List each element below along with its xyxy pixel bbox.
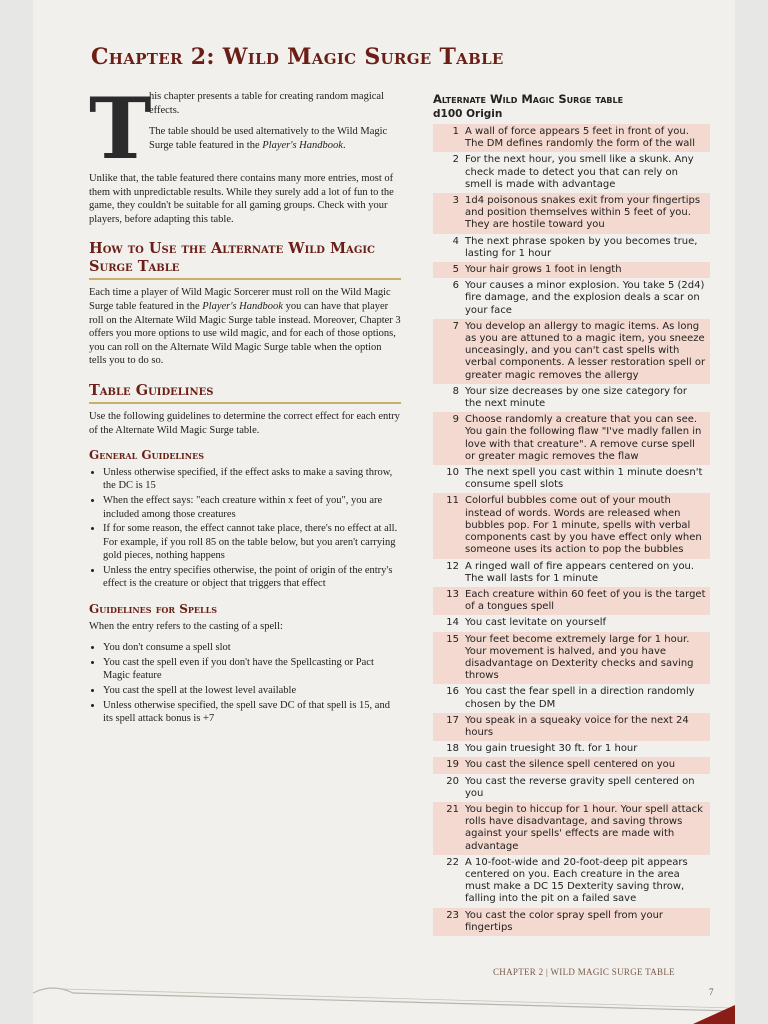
table-row (433, 262, 710, 278)
table-row (433, 632, 710, 685)
table-row (433, 741, 710, 757)
row-number: 10 (446, 467, 459, 479)
table-guidelines-heading: Table Guidelines (89, 382, 401, 404)
table-row (433, 319, 710, 384)
table-row (433, 234, 710, 262)
intro-paragraph-1: his chapter presents a table for creating random magical effects. (149, 91, 384, 116)
table-row (433, 493, 710, 558)
document-page (33, 0, 735, 1024)
list-item: • If for some reason, the effect cannot take place, there's no effect at all. For example, if you roll 85 on the table below, but you aren't carrying gold pieces, nothing happens (103, 522, 401, 563)
table-row (433, 684, 710, 712)
general-guidelines-heading: General Guidelines (89, 448, 204, 463)
row-text: Your hair grows 1 foot in length (465, 264, 622, 276)
row-number: 7 (452, 320, 459, 332)
how-to-paragraph: Each time a player of Wild Magic Sorcerer must roll on the Wild Magic Surge table featured in the Player's Handbook you can have that player roll on the Alternate Wild Magic Surge table instead. Moreover, Chapter 3 offers you more options to use wild magic, and for each of those options, you can roll on the Alternate Wild Magic Surge table when the option tells you to do so. (89, 287, 401, 367)
row-text: A wall of force appears 5 feet in front of you. The DM defines randomly the form of the wall (465, 126, 695, 150)
list-item: • Unless the entry specifies otherwise, the point of origin of the entry's effect is the creature or object that triggers that effect (103, 564, 401, 591)
guidelines-paragraph: Use the following guidelines to determine the correct effect for each entry of the Alternate Wild Magic Surge table. (89, 410, 400, 436)
table-row (433, 615, 710, 631)
table-row (433, 855, 710, 908)
row-number: 19 (446, 759, 459, 771)
row-number: 18 (446, 743, 459, 755)
row-number: 14 (446, 617, 459, 629)
row-number: 9 (452, 414, 459, 426)
table-title: Alternate Wild Magic Surge table (433, 92, 624, 106)
row-text: Choose randomly a creature that you can see. You gain the following flaw "I've madly fallen in love with that creature". A remove curse spell or greater magic removes the flaw (465, 414, 702, 462)
table-row (433, 774, 710, 802)
row-text: Your causes a minor explosion. You take 5 (2d4) fire damage, and the explosion deals a scar on your face (465, 280, 705, 316)
row-text: You cast the color spray spell from your fingertips (465, 909, 664, 933)
surge-table (433, 124, 710, 936)
list-item: • You cast the spell even if you don't have the Spellcasting or Pact Magic feature (103, 656, 401, 683)
list-item: • You cast the spell at the lowest level available (103, 684, 401, 698)
row-text: A 10-foot-wide and 20-foot-deep pit appears centered on you. Each creature in the area must make a DC 15 Dexterity saving throw, falling into the pit on a failed save (465, 856, 688, 905)
page-title: Chapter 2: Wild Magic Surge Table (91, 44, 504, 70)
row-number: 6 (452, 280, 459, 292)
row-text: Your feet become extremely large for 1 hour. Your movement is halved, and you have disadvantage on Dexterity checks and saving throws (465, 633, 694, 682)
general-guidelines-list (89, 466, 401, 591)
left-column (89, 79, 401, 727)
drop-cap: T (89, 79, 152, 178)
row-text: You cast the silence spell centered on you (465, 759, 676, 771)
list-item: • You don't consume a spell slot (103, 641, 401, 655)
row-text: You begin to hiccup for 1 hour. Your spell attack rolls have disadvantage, and saving throws against your spells' effects are made with advantage (465, 803, 703, 852)
row-text: Your size decreases by one size category for the next minute (465, 385, 687, 410)
row-number: 12 (446, 560, 459, 572)
intro-section (89, 79, 401, 226)
row-text: You cast levitate on yourself (465, 617, 607, 629)
row-number: 4 (452, 235, 459, 247)
row-text: You speak in a squeaky voice for the next 24 hours (465, 714, 689, 738)
row-text: Colorful bubbles come out of your mouth instead of words. Words are released when bubbles pop. For 1 minute, spells with verbal components cast by you have effect only when someone uses its action to pop the bubbles (465, 495, 702, 556)
how-to-heading: How to Use the Alternate Wild Magic Surge Table (89, 240, 401, 280)
table-row (433, 465, 710, 493)
table-row (433, 124, 710, 152)
row-text: You develop an allergy to magic items. As long as you are attuned to a magic item, you sneeze unceasingly, and you can't cast spells with verbal components. A lesser restoration spell or greater magic removes the allergy (465, 320, 706, 381)
row-number: 22 (446, 856, 459, 868)
row-text: 1d4 poisonous snakes exit from your fingertips and position themselves within 5 feet of you. They are hostile toward you (465, 195, 701, 231)
intro-paragraph-3: Unlike that, the table featured there contains many more entries, most of them with unpredictable results. While they surely add a lot of fun to the game, they couldn't be suitable for all gaming groups. Check with your players, before adapting this table. (89, 173, 394, 225)
right-column (433, 92, 710, 936)
row-number: 2 (452, 154, 459, 166)
table-row (433, 412, 710, 465)
table-row (433, 713, 710, 741)
row-text: The next spell you cast within 1 minute doesn't consume spell slots (465, 467, 703, 491)
row-number: 3 (452, 195, 459, 207)
row-number: 13 (446, 588, 459, 600)
table-row (433, 802, 710, 855)
row-number: 1 (452, 126, 459, 137)
row-number: 23 (446, 909, 459, 921)
row-text: Each creature within 60 feet of you is the target of a tongues spell (465, 588, 706, 613)
footer-chapter-label: CHAPTER 2 | WILD MAGIC SURGE TABLE (493, 967, 675, 977)
row-number: 21 (446, 803, 459, 815)
list-item: • Unless otherwise specified, if the effect asks to make a saving throw, the DC is 15 (103, 466, 401, 493)
row-text: For the next hour, you smell like a skunk. Any check made to detect you that can rely on smell is made with advantage (465, 154, 694, 190)
spells-guidelines-list (89, 641, 401, 726)
table-row (433, 587, 710, 615)
table-row (433, 757, 710, 773)
row-text: A ringed wall of fire appears centered on you. The wall lasts for 1 minute (465, 560, 695, 584)
row-number: 5 (452, 264, 459, 276)
row-number: 17 (446, 714, 459, 726)
intro-paragraph-2: The table should be used alternatively to the Wild Magic Surge table featured in the Player's Handbook. (149, 126, 388, 151)
table-row (433, 193, 710, 234)
row-number: 16 (446, 686, 459, 698)
list-item: • When the effect says: "each creature within x feet of you", you are included among those creatures (103, 494, 401, 521)
page-number: 7 (709, 987, 714, 997)
row-text: You cast the reverse gravity spell centered on you (465, 775, 695, 799)
table-row (433, 384, 710, 412)
table-row (433, 908, 710, 936)
footer-ornament (33, 975, 735, 1024)
table-column-header: d100 Origin (433, 108, 503, 120)
table-row (433, 278, 710, 319)
row-number: 20 (446, 775, 459, 787)
row-number: 15 (446, 633, 459, 645)
list-item: • Unless otherwise specified, the spell save DC of that spell is 15, and its spell attack bonus is +7 (103, 699, 401, 726)
row-text: You gain truesight 30 ft. for 1 hour (465, 743, 638, 755)
table-row (433, 152, 710, 193)
row-number: 8 (452, 385, 459, 397)
row-text: The next phrase spoken by you becomes true, lasting for 1 hour (465, 235, 698, 259)
row-text: You cast the fear spell in a direction randomly chosen by the DM (465, 686, 695, 710)
spells-guidelines-heading: Guidelines for Spells (89, 602, 218, 617)
spells-intro: When the entry refers to the casting of a spell: (89, 620, 283, 632)
table-row (433, 559, 710, 587)
row-number: 11 (446, 495, 459, 507)
